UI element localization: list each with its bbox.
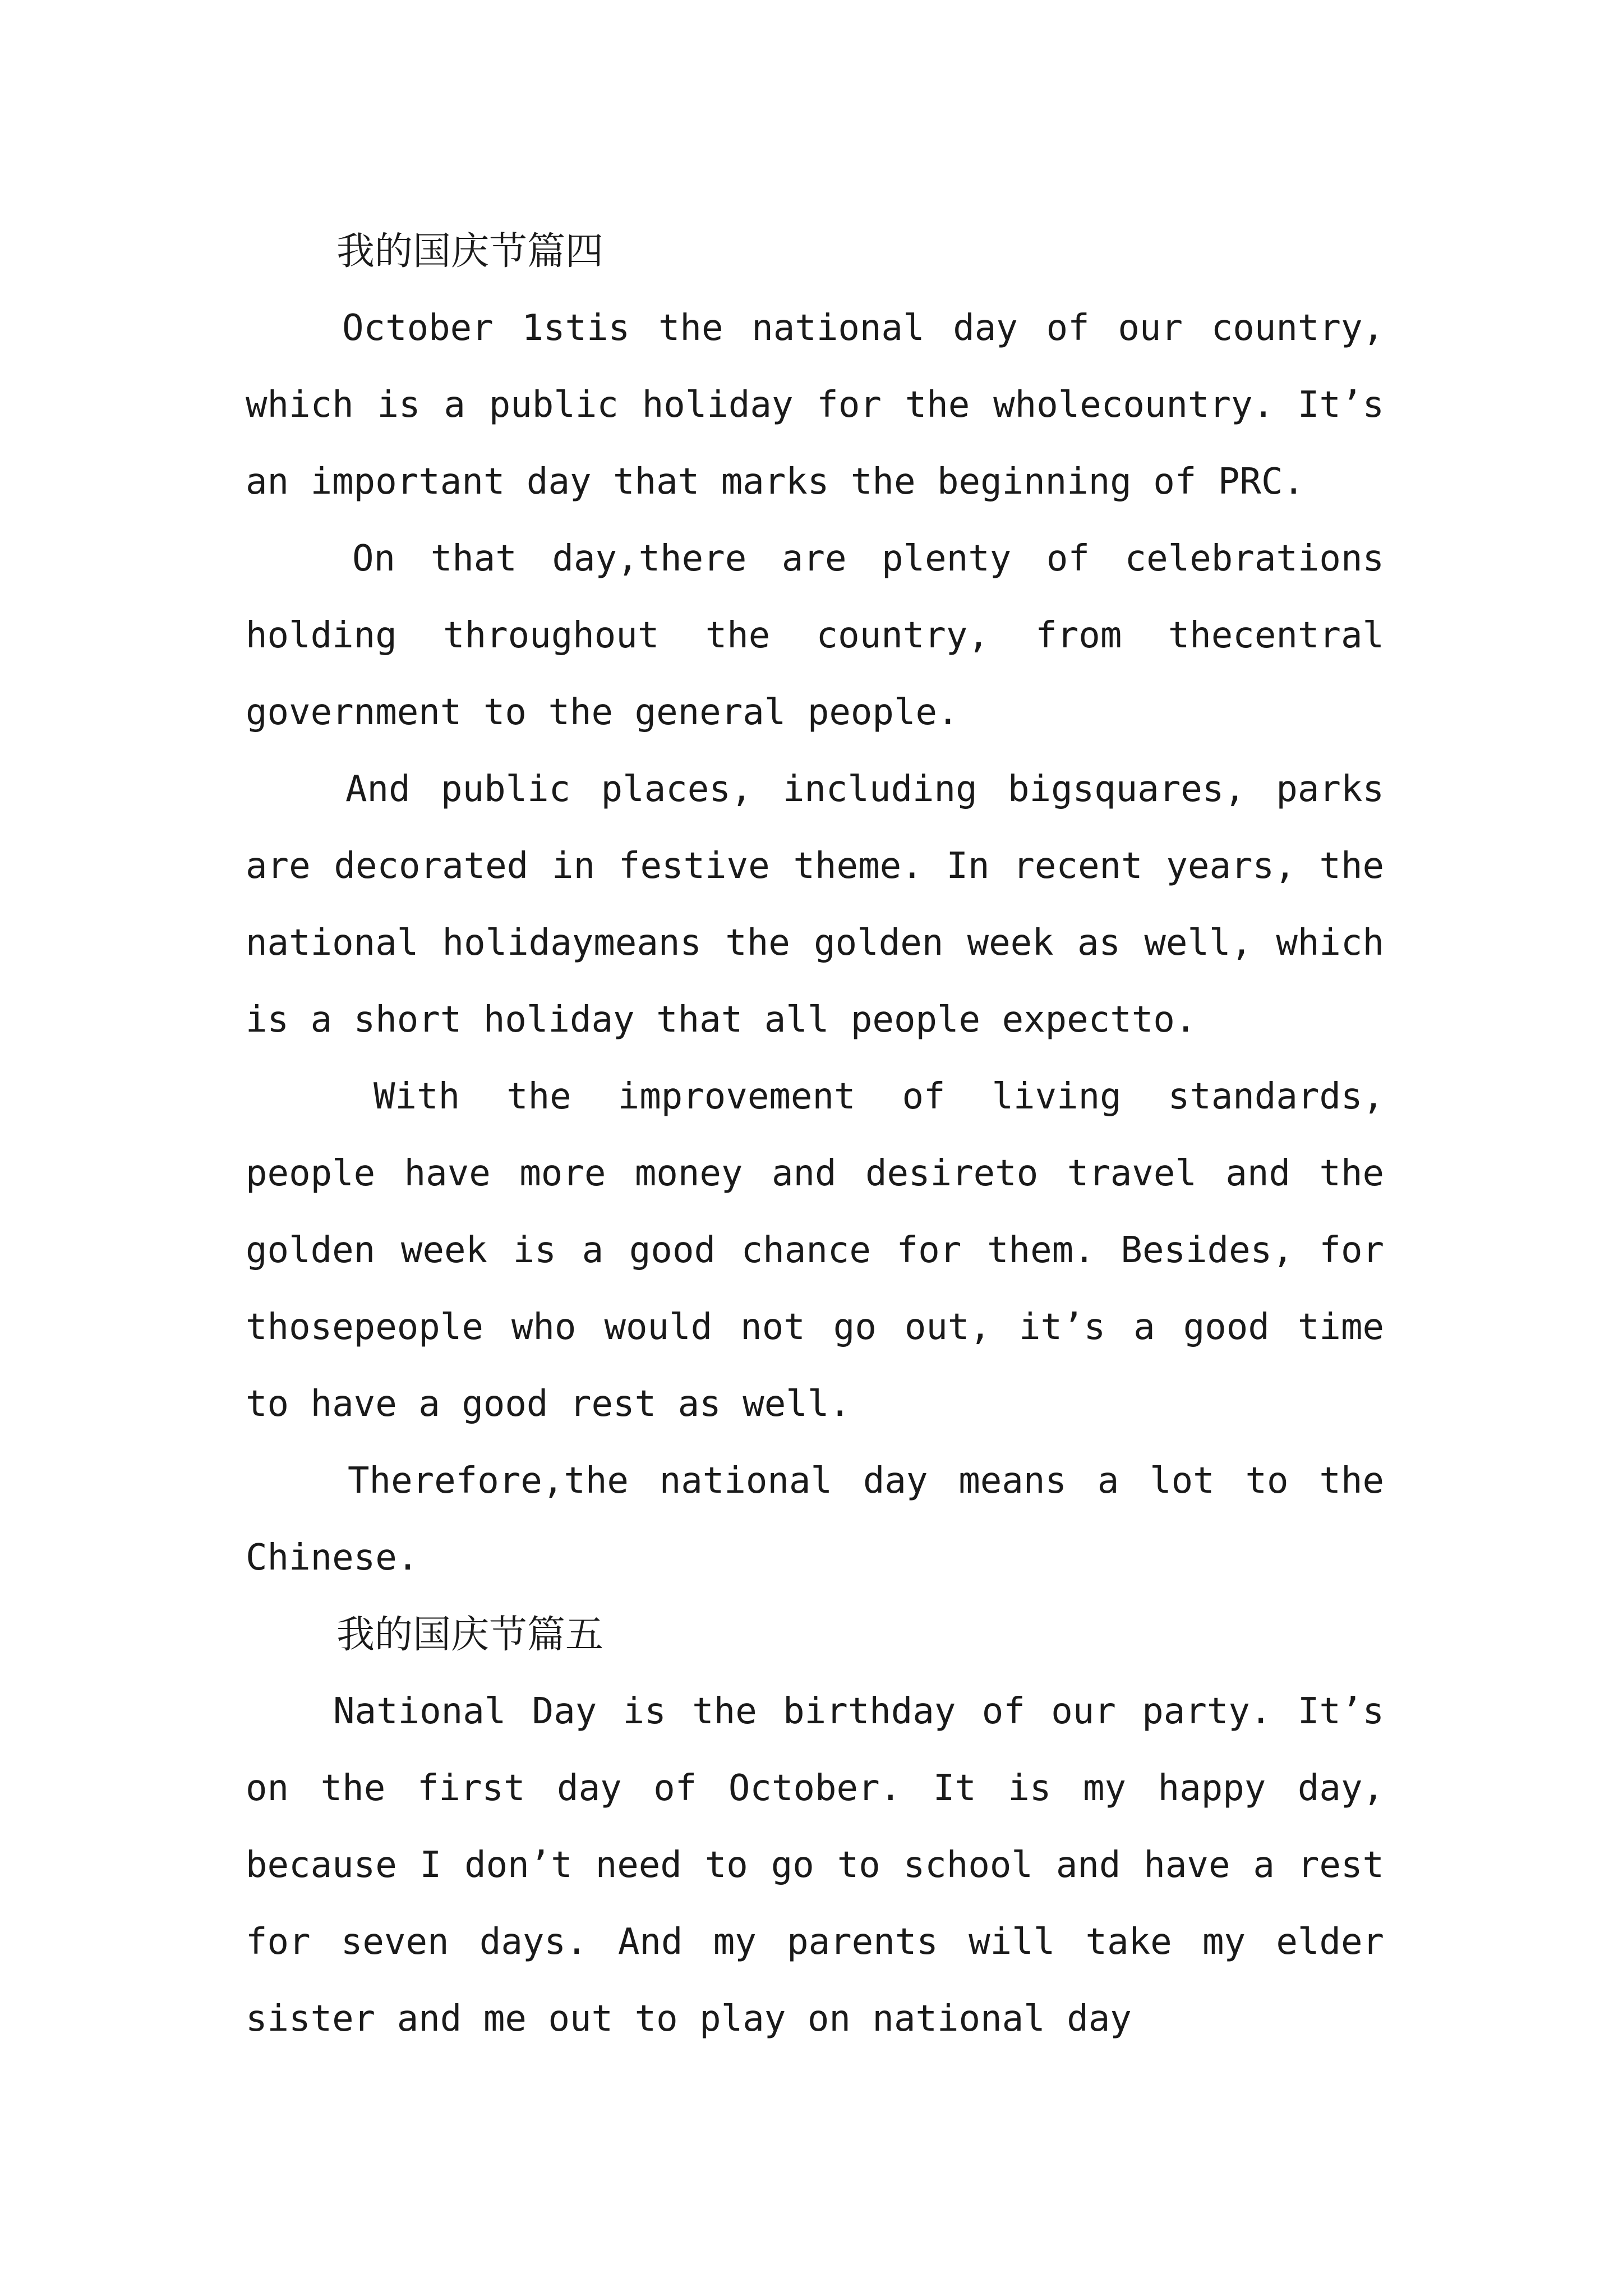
paragraph-living-standards: With the improvement of living standards, people have more money and desireto travel and the golden week is a good chance for them. Besides, for thosepeople who would not go out, it’s a good time to have a good rest as well. — [246, 1076, 1384, 1425]
paragraph-national-day-intro: October 1stis the national day of our country, which is a public holiday for the wholecountry. It’s an important day that marks the beginning of PRC. — [246, 307, 1384, 503]
paragraph-conclusion: Therefore,the national day means a lot to the Chinese. — [246, 1460, 1384, 1579]
section-heading-5: 我的国庆节篇五 — [336, 1613, 604, 1657]
document-body — [246, 213, 1384, 2058]
paragraph-birthday-of-party: National Day is the birthday of our party. It’s on the first day of October. It is my happy day, because I don’t need to go to school and have a rest for seven days. And my parents will take my elder sister and me out to play on national day — [246, 1691, 1384, 2040]
section-heading-4: 我的国庆节篇四 — [336, 229, 604, 274]
paragraph-public-places: And public places, including bigsquares, parks are decorated in festive theme. In recent years, the national holidaymeans the golden week as well, which is a short holiday that all people expectto. — [246, 769, 1384, 1041]
paragraph-celebrations: On that day,there are plenty of celebrations holding throughout the country, from thecentral government to the general people. — [246, 538, 1384, 733]
